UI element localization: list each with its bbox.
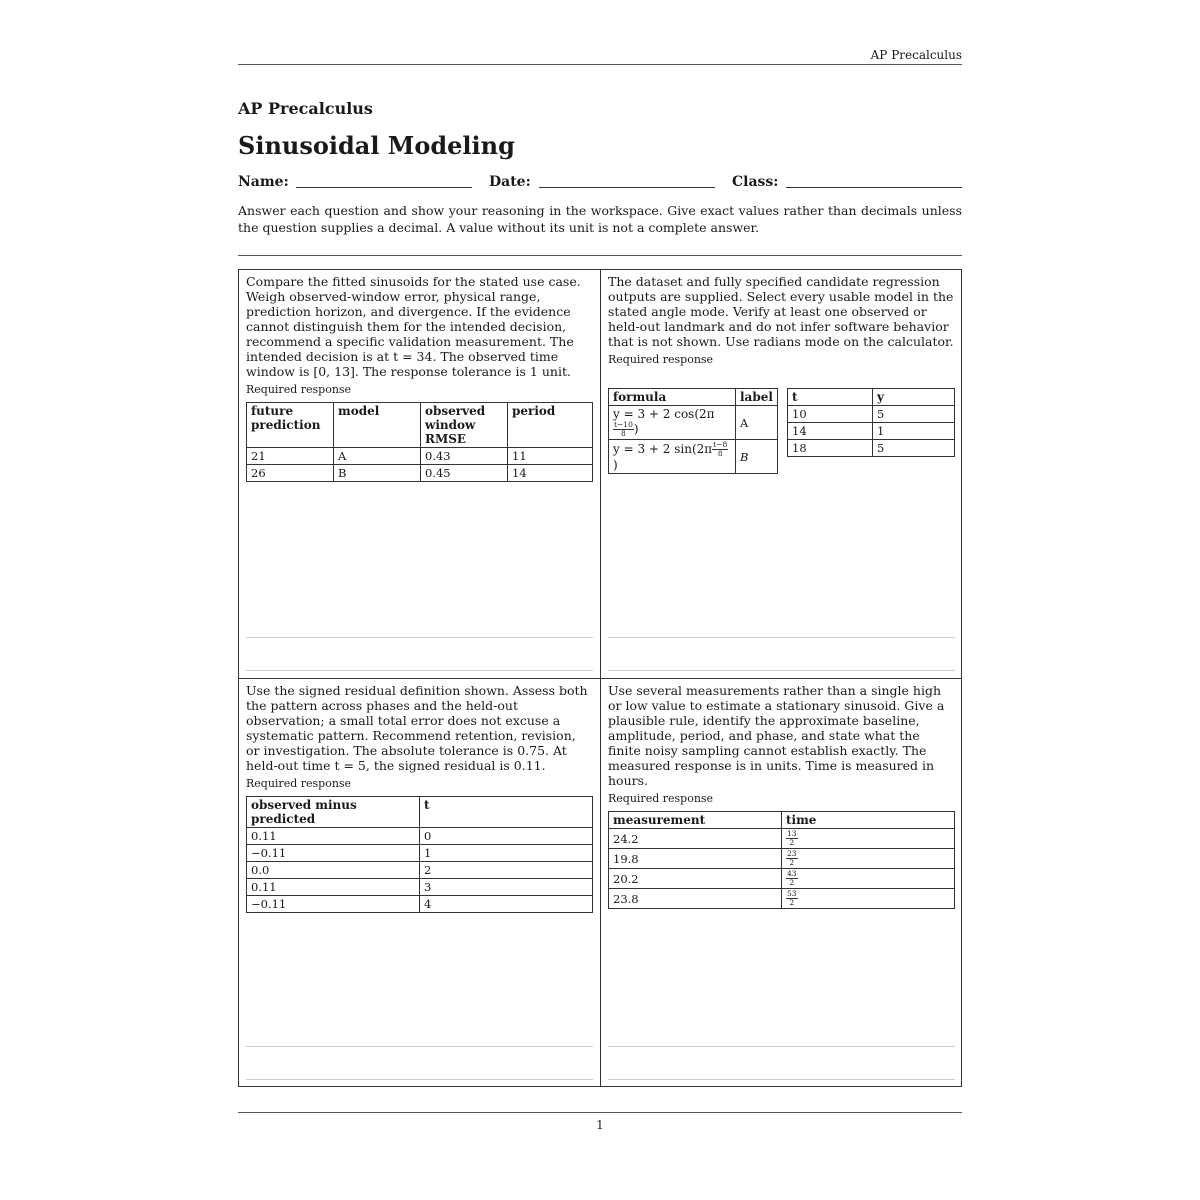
name-label: Name: [238,174,289,190]
table-header: time [782,812,955,829]
question-grid [238,269,962,1087]
table-cell: 14 [508,465,593,482]
table-cell: 0.11 [247,879,420,896]
table-row [247,862,593,879]
header-rule [238,64,962,65]
formula-cell: y = 3 + 2 sin(2π $\frac{t-8}{8}$ ) [609,440,736,474]
table-header: observed window RMSE [421,403,508,448]
table-cell: 24.2 [609,829,782,849]
table-cell: 14 [788,423,873,440]
table-row [609,829,955,849]
table-row [247,828,593,845]
question-2 [608,274,955,674]
section-rule [238,255,962,256]
table-cell: B [736,440,778,474]
answer-line[interactable] [246,1079,593,1080]
question-1 [246,274,593,674]
question-1-prompt: Compare the fitted sinusoids for the stated use case. Weigh observed-window error, physical range, prediction horizon, and divergence. If the evidence cannot distinguish them for the intended decision, recommend a specific validation measurement. The intended decision is at t = 34. The observed time window is [0, 13]. The response tolerance is 1 unit. [246,274,581,379]
table-row [247,448,593,465]
models-table [608,388,778,474]
table-cell: 3 [420,879,593,896]
question-1-table [246,402,593,482]
table-cell: 26 [247,465,334,482]
date-label: Date: [489,174,531,190]
date-field[interactable] [539,187,715,188]
table-cell: 2 [420,862,593,879]
table-cell: 5 [873,406,955,423]
table-row [788,440,955,457]
answer-line[interactable] [246,670,593,671]
answer-line[interactable] [246,637,593,638]
name-field[interactable] [296,187,472,188]
table-header: period [508,403,593,448]
class-field[interactable] [786,187,962,188]
table-row [247,879,593,896]
question-4-prompt: Use several measurements rather than a single high or low value to estimate a stationary sinusoid. Give a plausible rule, identify the approximate baseline, amplitude, period, and phase, and state what the finite noisy sampling cannot establish exactly. The measured response is in units. Time is measured in hours. [608,683,945,788]
table-cell: 11 [508,448,593,465]
table-cell: A [736,406,778,440]
table-row [609,440,778,474]
table-header: formula [609,389,736,406]
table-header: observed minus predicted [247,797,420,828]
table-row [609,406,778,440]
answer-line[interactable] [608,637,955,638]
table-cell: 23.8 [609,889,782,909]
table-header: label [736,389,778,406]
table-header: future prediction [247,403,334,448]
residual-table [246,796,593,913]
time-cell: $\frac{43}{2}$ [782,869,955,889]
answer-line[interactable] [608,670,955,671]
page-title: Sinusoidal Modeling [238,131,515,160]
table-cell: 19.8 [609,849,782,869]
running-head: AP Precalculus [870,48,962,62]
worksheet-page [238,0,962,1200]
table-cell: 0.11 [247,828,420,845]
table-row [609,869,955,889]
question-4 [608,683,955,1083]
time-cell: $\frac{53}{2}$ [782,889,955,909]
footer-rule [238,1112,962,1113]
table-cell: 1 [873,423,955,440]
table-row [247,465,593,482]
table-header: y [873,389,955,406]
grid-divider-horizontal [239,678,961,679]
table-cell: 18 [788,440,873,457]
table-cell: 0.0 [247,862,420,879]
question-3 [246,683,593,1083]
formula-cell: y = 3 + 2 cos(2π $\frac{t-10}{8}$ ) [609,406,736,440]
table-cell: 10 [788,406,873,423]
table-cell: A [334,448,421,465]
table-cell: 5 [873,440,955,457]
required-response-label: Required response [608,353,714,366]
table-row [609,889,955,909]
measurement-table [608,811,955,909]
table-row [609,849,955,869]
table-row [788,406,955,423]
table-row [788,423,955,440]
answer-line[interactable] [608,1079,955,1080]
question-3-prompt: Use the signed residual definition shown. Assess both the pattern across phases and the held-out observation; a small total error does not excuse a systematic pattern. Recommend retention, revision, or investigation. The absolute tolerance is 0.75. At held-out time t = 5, the signed residual is 0.11. [246,683,588,773]
course-name: AP Precalculus [238,99,373,118]
table-header: t [788,389,873,406]
table-cell: −0.11 [247,896,420,913]
table-cell: B [334,465,421,482]
question-2-prompt: The dataset and fully specified candidate regression outputs are supplied. Select every usable model in the stated angle mode. Verify at least one observed or held-out landmark and do not infer software behavior that is not shown. Use radians mode on the calculator. [608,274,954,349]
table-header: measurement [609,812,782,829]
instructions: Answer each question and show your reasoning in the workspace. Give exact values rather than decimals unless the question supplies a decimal. A value without its unit is not a complete answer. [238,203,962,235]
table-cell: 1 [420,845,593,862]
table-cell: 20.2 [609,869,782,889]
time-cell: $\frac{13}{2}$ [782,829,955,849]
table-cell: 0 [420,828,593,845]
student-fields [238,174,962,194]
data-table [787,388,955,457]
table-header: t [420,797,593,828]
required-response-label: Required response [608,792,714,805]
required-response-label: Required response [246,777,352,790]
table-row [247,896,593,913]
table-cell: 4 [420,896,593,913]
class-label: Class: [732,174,779,190]
table-cell: 0.45 [421,465,508,482]
table-cell: 21 [247,448,334,465]
table-header: model [334,403,421,448]
required-response-label: Required response [246,383,352,396]
table-cell: −0.11 [247,845,420,862]
table-row [247,845,593,862]
time-cell: $\frac{23}{2}$ [782,849,955,869]
answer-line[interactable] [246,1046,593,1047]
answer-line[interactable] [608,1046,955,1047]
table-cell: 0.43 [421,448,508,465]
page-number: 1 [596,1118,604,1132]
